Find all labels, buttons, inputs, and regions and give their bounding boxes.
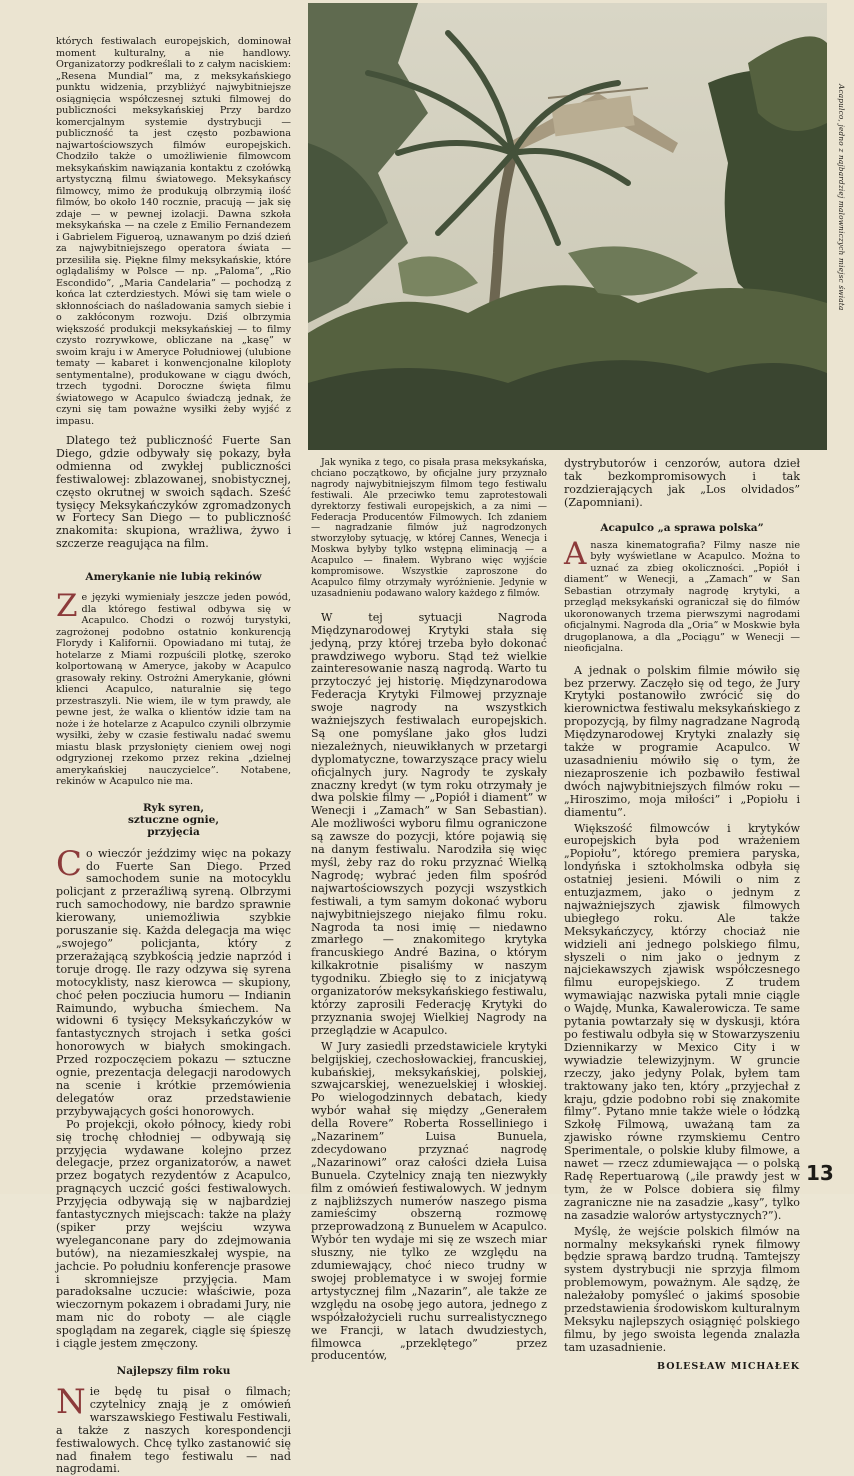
article-paragraph: Dlatego też publiczność Fuerte San Diego, gdzie odbywały się pokazy, była odmienna od zwykłej publiczności festiwalowej: zblazowanej, snobistycznej, często okrutnej w swoich sądach. Sześć tysięcy Meksykańczyków zgromadzonych w Fortecy San Diego — to publiczność znakomita: skupiona, wrażliwa, żywo i szczerze reagująca na film. [56, 434, 291, 551]
drop-cap: A [564, 535, 587, 572]
section-heading-polish: Acapulco „a sprawa polska” [600, 521, 764, 534]
paragraph-text: ie będę tu pisał o filmach; czytelnicy znają je z omówień warszawskiego Festiwalu Festiwali, a także z naszych korespondencji festiwalowych. Chcę tylko zastanowić się nad finałem tego festiwalu — nad nagrodami. [56, 1385, 291, 1476]
paragraph-text: e języki wymieniały jeszcze jeden powód, dla którego festiwal odbywa się w Acapulco. Chodzi o rozwój turystyki, zagrożonej podobno ostatnio konkurencją Florydy i Kalifornii. Opowiadano mi tutaj, że hotelarze z Miami rozpuścili plotkę, szeroko kolportowaną w Ameryce, jakoby w Acapulco grasowały rekiny. Ostrożni Amerykanie, główni klienci Acapulco, naturalnie się tego przestraszyli. Nie wiem, ile w tym prawdy, ale pewne jest, że walka o klientów idzie tam na noże i że hotelarze z Acapulco czynili olbrzymie wysiłki, żeby w czasie festiwalu nadać swemu miastu blask przysłonięty cieniem owej nogi odgryzionej rzekomo przez rekina „dzielnej amerykańskiej nauczycielce”. Notabene, rekinów w Acapulco nie ma. [56, 592, 291, 788]
page-number: 13 [806, 1161, 834, 1185]
article-paragraph [56, 843, 291, 1119]
article-paragraph: których festiwalach europejskich, dominował moment kulturalny, a nie handlowy. Organizatorzy podkreślali to z całym naciskiem: „Resena Mundial” ma, z meksykańskiego punktu widzenia, przybliżyć najwybitniejsze osiągnięcia współczesnej sztuki filmowej do publiczności meksykańskiej Przy bardzo komercjalnym systemie dystrybucji — publiczność ta jest często pozbawiona najwartościowszych filmów europejskich. Chodziło także o umożliwienie filmowcom meksykańskim nawiązania kontaktu z czołówką artystyczną filmu światowego. Meksykańscy filmowcy, mimo że produkują olbrzymią ilość filmów, bo około 140 rocznie, pracują — jak się zdaje — w pewnej izolacji. Dawna szkoła meksykańska — na czele z Emilio Fernandezem i Gabrielem Figueroą, uznawanym po dziś dzień za najwybitniejszego operatora świata — przesiliła się. Piękne filmy meksykańskie, które oglądaliśmy w Polsce — np. „Paloma”, „Rio Escondido”, „Maria Candelaria” — pochodzą z końca lat czterdziestych. Mówi się tam wiele o skłonnościach do naśladowania samych siebie i o zakłóconym rozwoju. Dziś olbrzymia większość produkcji meksykańskiej — to filmy czysto rozrywkowe, obliczane na „kasę” w swoim kraju i w Ameryce Południowej (ulubione tematy — kabaret i konwencjonalne kiloploty sentymentalne), produkowane w ciągu dwóch, trzech tygodni. Doroczne święta filmu światowego w Acapulco świadczą jednak, że czyni się tam poważne wysiłki żeby wyjść z impasu. [56, 36, 291, 427]
article-paragraph: dystrybutorów i cenzorów, autora dzieł tak bezkompromisowych i tak rozdzierających jak „Los olvidados” (Zapomniani). [564, 457, 800, 509]
paragraph-text: nasza kinematografia? Filmy nasze nie były wyświetlane w Acapulco. Można to uznać za zbieg okoliczności. „Popiół i diament” w Wenecji, a „Zamach” w San Sebastian otrzymały nagrodę krytyki, a przegląd meksykański ograniczał się do filmów ukoronowanych trzema pierwszymi nagrodami oficjalnymi. Nagroda dla „Oria” w Moskwie była drugoplanowa, a dla „Pociągu” w Wenecji — nieoficjalna. [564, 539, 800, 655]
column-2 [311, 458, 547, 1363]
article-paragraph: A jednak o polskim filmie mówiło się bez przerwy. Zaczęło się od tego, że Jury Krytyki postanowiło zwrócić się do kierownictwa festiwalu meksykańskiego z propozycją, by filmy nagradzane Nagrodą Międzynarodowej Krytyki znalazły się także w programie Acapulco. W uzasadnieniu mówiło się o tym, że niezaproszenie ich pozbawiło festiwal dwóch najwybitniejszych filmów roku — „Hiroszimo, moja miłości” i „Popiołu i diamentu”. [564, 663, 800, 819]
article-paragraph [564, 535, 800, 655]
drop-cap: Z [56, 588, 78, 625]
article-paragraph: Myślę, że wejście polskich filmów na normalny meksykański rynek filmowy będzie sprawą bardzo trudną. Tamtejszy system dystrybucji nie sprzyja filmom problemowym, poważnym. Ale sądzę, że należałoby pomyśleć o jakimś sposobie przedstawienia środowiskom kulturalnym Meksyku najlepszych osiągnięć polskiego filmu, by jego swoista legenda znalazła tam uzasadnienie. [564, 1224, 800, 1354]
photo-caption: Acapulco, jedno z najbardziej malowniczych miejsc świata [837, 84, 846, 311]
article-paragraph [56, 588, 291, 788]
section-heading-sharks: Amerykanie nie lubią rekinów [85, 571, 262, 584]
article-paragraph: W tej sytuacji Nagroda Międzynarodowej Krytyki stała się jedyną, przy której trzeba było dokonać prawdziwego wyboru. Stąd też wielkie zainteresowanie naszą nagrodą. Warto tu przytoczyć jej historię. Międzynarodowa Federacja Krytyki Filmowej przyznaje swoje nagrody na wszystkich ważniejszych festiwalach europejskich. Są one pomyślane jako głos ludzi niezależnych, nieuwikłanych w przetargi dyplomatyczne, towarzyszące pracy wielu oficjalnych jury. Nagrody te zyskały znaczny kredyt (w tym roku otrzymały je dwa polskie filmy — „Popiół i diament” w Wenecji i „Zamach” w San Sebastian). Ale możliwości wyboru filmu ograniczone są zawsze do pozycji, które pojawią się na danym festiwalu. Narodziła się więc myśl, żeby raz do roku przyznać Wielką Nagrodę; wybrać jeden film spośród najwartościowszych pozycji wszystkich festiwali, a tym samym dokonać wyboru najwybitniejszego niejako filmu roku. Nagroda ta nosi imię — niedawno zmarłego — znakomitego krytyka francuskiego André Bazina, o którym kilkakrotnie pisaliśmy w naszym tygodniku. Zbiegło się to z inicjatywą organizatorów meksykańskiego festiwalu, którzy zaprosili Federację Krytyki do przyznania swojej Wielkiej Nagrody na przeglądzie w Acapulco. [311, 610, 547, 1037]
article-paragraph: Większość filmowców i krytyków europejskich była pod wrażeniem „Popiołu”, którego premiera paryska, londyńska i sztokholmska odbyła się ostatniej jesieni. Mówili o nim z entuzjazmem, jako o jednym z najważniejszych zjawisk filmowych ubiegłego roku. Ale także Meksykańczycy, którzy chociaż nie widzieli ani jednego polskiego filmu, słyszeli o nim jako o jednym z najciekawszych zjawisk współczesnego filmu europejskiego. Z trudem wymawiając nazwiska pytali mnie ciągle o Wajdę, Munka, Kawalerowicza. Te same pytania powtarzały się w dyskusji, która po festiwalu odbyła się w Stowarzyszeniu Dziennikarzy w Mexico City i w wywiadzie telewizyjnym. W gruncie rzeczy, jako jedyny Polak, byłem tam traktowany jako ten, który „przyjechał z kraju, gdzie podobno robi się znakomite filmy”. Pytano mnie także wiele o łódzką Szkołę Filmową, uważaną tam za zjawisko równe rzymskiemu Centro Sperimentale, o polskie kluby filmowe, a nawet — rzecz zdumiewająca — o polską Radę Repertuarową („ile prawdy jest w tym, że w Polsce dobiera się filmy zagraniczne nie na zasadzie „kasy”, tylko na zasadzie walorów artystycznych?”). [564, 821, 800, 1222]
drop-cap: C [56, 843, 83, 884]
column-1 [56, 36, 291, 1476]
author-signature: BOLESŁAW MICHAŁEK [657, 1360, 800, 1372]
acapulco-photo [308, 3, 827, 450]
section-heading-best-film: Najlepszy film roku [116, 1365, 231, 1377]
article-paragraph: Po projekcji, około północy, kiedy robi się trochę chłodniej — odbywają się przyjęcia wydawane kolejno przez delegacje, przez organizatorów, a nawet przez bogatych rezydentów z Acapulco, pragnących uczcić gości festiwalowych. Przyjęcia odbywają się w najbardziej fantastycznych miejscach: także na plaży (spiker przy wejściu wzywa wyeleganconane pary do zdejmowania butów), na niezamieszkałej wyspie, na jachcie. Po południu konferencje prasowe i skromniejsze przyjęcia. Mam paradoksalne uczucie: właściwie, poza wieczornym pokazem i obradami Jury, nie mam nic do roboty — ale ciągle spoglądam na zegarek, ciągle się śpieszę i ciągle jestem zmęczony. [56, 1117, 291, 1351]
section-heading-sirens: Ryk syren, sztuczne ognie, przyjęcia [128, 801, 219, 838]
article-paragraph: Jak wynika z tego, co pisała prasa meksykańska, chciano początkowo, by oficjalne jury przyznało nagrody najwybitniejszym filmom tego festiwalu festiwali. Ale przeciwko temu zaprotestowali dyrektorzy festiwali europejskich, a za nimi — Federacja Producentów Filmowych. Ich zdaniem — nagradzanie filmów już nagrodzonych stworzyłoby sytuację, w której Cannes, Wenecja i Moskwa byłyby tylko wstępną eliminacją — a Acapulco — finałem. Wybrano więc wyjście kompromisowe. Wszystkie zaproszone do Acapulco filmy otrzymały wyróżnienie. Jedynie w uzasadnieniu podawano walory każdego z filmów. [311, 458, 547, 599]
column-3 [564, 457, 800, 1372]
drop-cap: N [56, 1382, 86, 1422]
paragraph-text: o wieczór jeździmy więc na pokazy do Fuerte San Diego. Przed samochodem sunie na motocyklu policjant z przeraźliwą syreną. Olbrzymi ruch samochodowy, nie bardzo sprawnie kierowany, uniemożliwia szybkie poruszanie się. Każda delegacja ma więc „swojego” policjanta, który z przerażającą szybkością jedzie naprzód i toruje drogę. Ile razy odzywa się syrena motocyklisty, nasz kierowca — skupiony, choć pełen pocziucia humoru — Indianin Raimundo, wybucha śmiechem. Na widowni 6 tysięcy Meksykańczyków w fantastycznych strojach i setka gości honorowych w białych smokingach. Przed rozpoczęciem pokazu — sztuczne ognie, prezentacja delegacji narodowych na scenie i krótkie przemówienia delegatów oraz przedstawienie przybywających gości honorowych. [56, 846, 291, 1118]
article-paragraph [56, 1382, 291, 1476]
palm-tree-illustration [308, 3, 827, 450]
article-paragraph: W Jury zasiedli przedstawiciele krytyki belgijskiej, czechosłowackiej, francuskiej, kubańskiej, meksykańskiej, polskiej, szwajcarskiej, wenezuelskiej i włoskiej. Po wielogodzinnych debatach, kiedy wybór wahał się między „Generałem della Rovere” Roberta Rosselliniego i „Nazarinem” Luisa Bunuela, zdecydowano przyznać nagrodę „Nazarinowi” oraz całości dzieła Luisa Bunuela. Czytelnicy znają ten niezwykły film z omówień festiwalowych. W jednym z najbliższych numerów naszego pisma zamieścimy obszerną rozmowę przeprowadzoną z Bunuelem w Acapulco. Wybór ten wydaje mi się ze wszech miar słuszny, nie tylko ze względu na zdumiewający, choć nieco trudny w swojej problematyce i w swojej formie artystycznej film „Nazarin”, ale także ze względu na osobę jego autora, jednego z współzałożycieli ruchu surrealistycznego we Francji, w latach dwudziestych, filmowca „przeklętego” przez producentów, [311, 1039, 547, 1363]
